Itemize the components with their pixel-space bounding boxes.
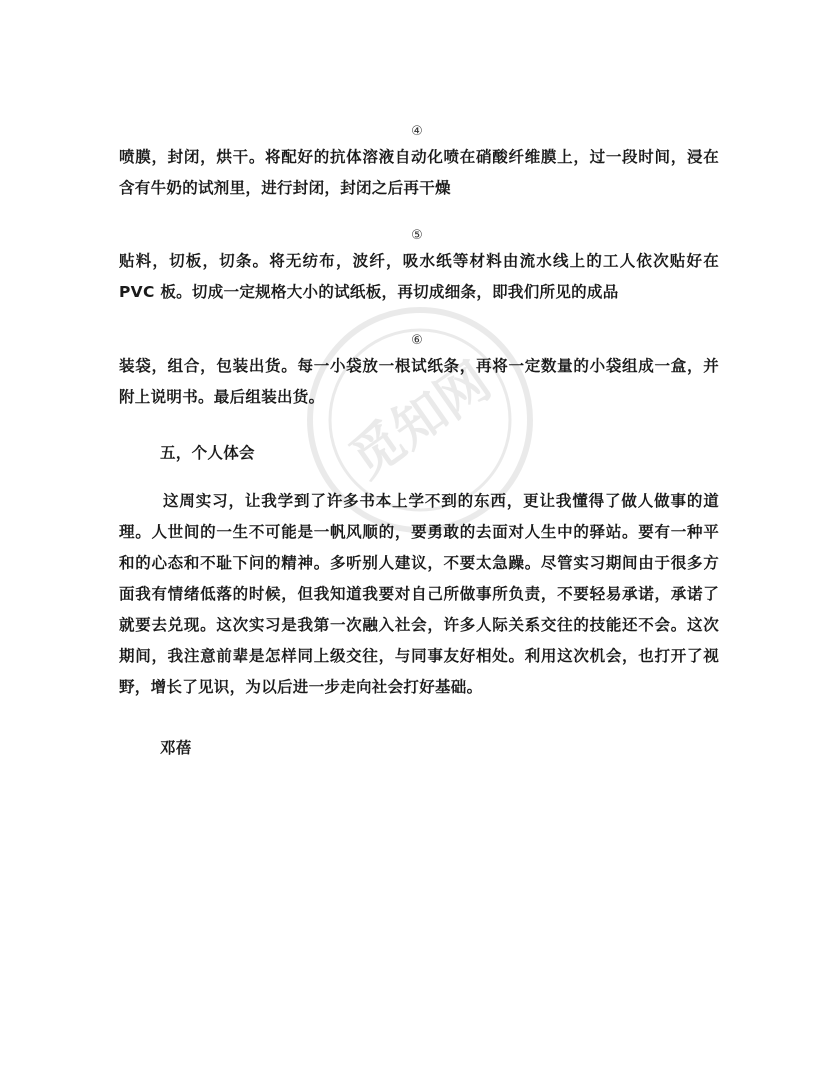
section-heading: 五，个人体会 xyxy=(160,444,255,462)
step-6-text: 装袋，组合，包装出货。每一小袋放一根试纸条，再将一定数量的小袋组成一盒，并附上说明书。最后组装出货。 xyxy=(119,357,719,406)
step-marker-5: ⑤ xyxy=(411,228,423,243)
svg-text:觅知网: 觅知网 xyxy=(339,351,502,491)
step-5-text: 贴料，切板，切条。将无纺布，波纤，吸水纸等材料由流水线上的工人依次贴好在 PVC 板。切成一定规格大小的试纸板，再切成细条，即我们所见的成品 xyxy=(119,252,719,301)
step-4-text: 喷膜，封闭，烘干。将配好的抗体溶液自动化喷在硝酸纤维膜上，过一段时间，浸在含有牛奶的试剂里，进行封闭，封闭之后再干燥 xyxy=(119,148,719,197)
step-marker-6: ⑥ xyxy=(411,333,423,348)
step-marker-4: ④ xyxy=(411,124,423,139)
section-body: 这周实习，让我学到了许多书本上学不到的东西，更让我懂得了做人做事的道理。人世间的一生不可能是一帆风顺的，要勇敢的去面对人生中的驿站。要有一种平和的心态和不耻下问的精神。多听别人建议，不要太急躁。尽管实习期间由于很多方面我有情绪低落的时候，但我知道我要对自己所做事所负责，不要轻易承诺，承诺了就要去兑现。这次实习是我第一次融入社会，许多人际关系交往的技能还不会。这次期间，我注意前辈是怎样同上级交往，与同事友好相处。利用这次机会，也打开了视野，增长了见识，为以后进一步走向社会打好基础。 xyxy=(119,492,719,696)
author-name: 邓蓓 xyxy=(160,739,192,757)
